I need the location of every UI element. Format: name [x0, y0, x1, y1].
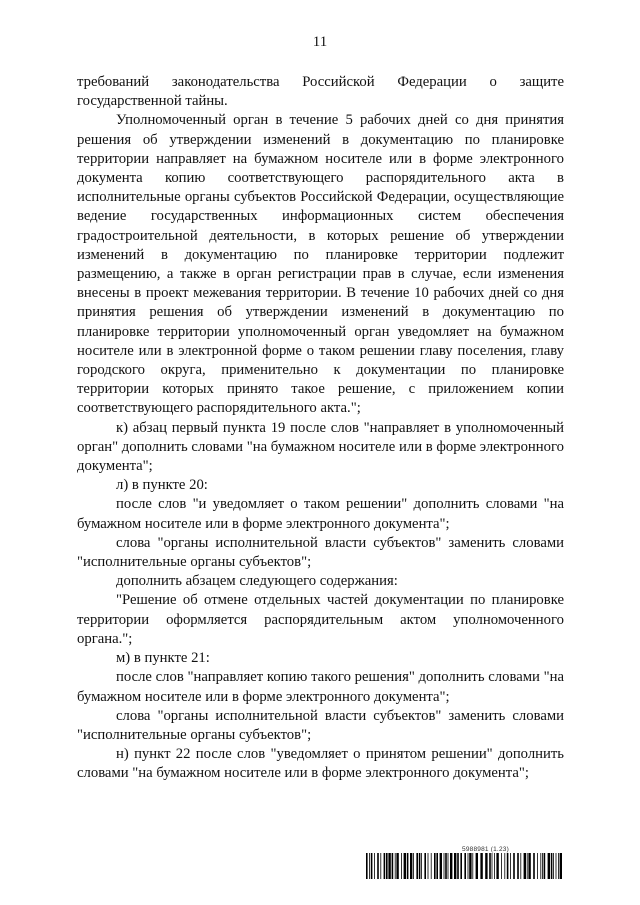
paragraph: н) пункт 22 после слов "уведомляет о принятом решении" дополнить словами "на бумажном носителе или в форме электронного документа"; [77, 746, 564, 782]
barcode-icon [366, 853, 562, 879]
paragraph: слова "органы исполнительной власти субъектов" заменить словами "исполнительные органы субъектов"; [77, 707, 564, 743]
paragraph: Уполномоченный орган в течение 5 рабочих дней со дня принятия решения об утверждении изменений в документацию по планировке территории направляет на бумажном носителе или в форме электронного документа копию соответствующего распорядительного акта в исполнительные органы субъектов Российской Федерации, осуществляющие ведение государственных информационных систем обеспечения градостроительной деятельности, в которых решение об утверждении изменений в документацию по планировке территории подлежит размещению, а также в орган регистрации прав в случае, если изменения внесены в проект межевания территории. В течение 10 рабочих дней со дня принятия решения об утверждении изменений в документацию по планировке территории уполномоченный орган уведомляет на бумажном носителе или в электронной форме о таком решении главу поселения, главу городского округа, применительно к документации по планировке территории которых принято такое решение, с приложением копии соответствующего распорядительного акта."; [77, 112, 564, 417]
paragraph: после слов "и уведомляет о таком решении" дополнить словами "на бумажном носителе или в форме электронного документа"; [77, 496, 564, 532]
paragraph: м) в пункте 21: [116, 650, 210, 667]
page-number: 11 [312, 34, 328, 50]
paragraph: дополнить абзацем следующего содержания: [116, 573, 398, 590]
paragraph: требований законодательства Российской Федерации о защите государственной тайны. [77, 74, 564, 110]
paragraph: "Решение об отмене отдельных частей документации по планировке территории оформляется распорядительным актом уполномоченного органа."; [77, 592, 564, 647]
paragraph: после слов "направляет копию такого решения" дополнить словами "на бумажном носителе или в форме электронного документа"; [77, 669, 564, 705]
paragraph: слова "органы исполнительной власти субъектов" заменить словами "исполнительные органы субъектов"; [77, 534, 564, 571]
paragraph: л) в пункте 20: [116, 477, 208, 494]
document-body [77, 73, 564, 784]
paragraph: к) абзац первый пункта 19 после слов "направляет в уполномоченный орган" дополнить словами "на бумажном носителе или в форме электронного документа"; [77, 419, 564, 475]
document-code: 5988981 (1.23) [462, 846, 509, 853]
